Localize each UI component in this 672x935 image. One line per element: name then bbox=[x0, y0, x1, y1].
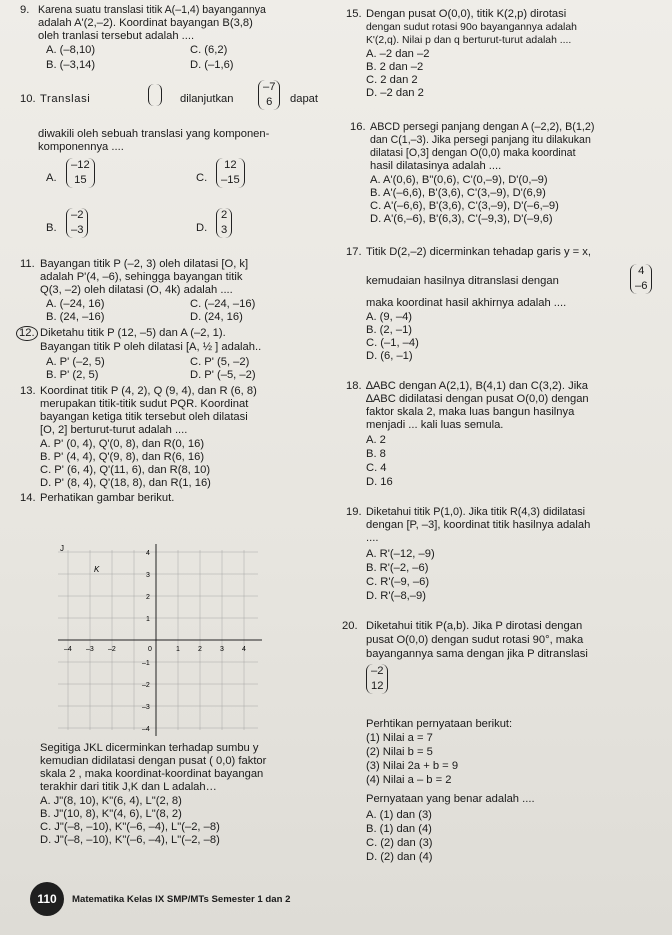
q16-line1: ABCD persegi panjang dengan A (–2,2), B(1,2) bbox=[370, 121, 595, 133]
graph-label-j: J bbox=[60, 544, 64, 553]
q10-number: 10. bbox=[20, 93, 36, 105]
q12-line2: Bayangan titik P oleh dilatasi [A, ½ ] adalah.. bbox=[40, 341, 262, 353]
q10-b-top: –2 bbox=[71, 209, 84, 221]
x-tick: –4 bbox=[64, 646, 72, 653]
x-tick: 3 bbox=[220, 646, 224, 653]
q10-vector bbox=[258, 80, 280, 110]
q10-c-bot: –15 bbox=[221, 174, 240, 186]
q11-option-b: B. (24, –16) bbox=[46, 311, 105, 323]
q14-option-a: A. J"(8, 10), K"(6, 4), L"(2, 8) bbox=[40, 795, 182, 807]
q14-option-b: B. J"(10, 8), K"(4, 6), L"(8, 2) bbox=[40, 808, 182, 820]
q9-option-d: D. (–1,6) bbox=[190, 59, 234, 71]
q10-line3: komponennya .... bbox=[38, 141, 124, 153]
q17-line3: maka koordinat hasil akhirnya adalah .... bbox=[366, 297, 567, 309]
q14-option-d: D. J"(–8, –10), K"(–6, –4), L"(–2, –8) bbox=[40, 834, 220, 846]
q18-option-c: C. 4 bbox=[366, 462, 387, 474]
q12-option-d: D. P' (–5, –2) bbox=[190, 369, 256, 381]
q14-line2: Segitiga JKL dicerminkan terhadap sumbu y bbox=[40, 742, 259, 754]
q20-option-c: C. (2) dan (3) bbox=[366, 837, 433, 849]
q20-statement-4: (4) Nilai a – b = 2 bbox=[366, 774, 452, 786]
q10-b-label: B. bbox=[46, 222, 57, 234]
q20-line4: Perhtikan pernyataan berikut: bbox=[366, 718, 513, 730]
x-tick: –3 bbox=[86, 646, 94, 653]
q18-option-d: D. 16 bbox=[366, 476, 393, 488]
q10-vec-top: –7 bbox=[263, 81, 276, 93]
q14-line5: terakhir dari titik J,K dan L adalah… bbox=[40, 781, 217, 793]
q16-line4: hasil dilatasinya adalah .... bbox=[370, 160, 502, 172]
x-tick: 0 bbox=[148, 646, 152, 653]
graph-x-tick-labels bbox=[64, 646, 246, 653]
q17-option-c: C. (–1, –4) bbox=[366, 337, 419, 349]
q16-option-a: A. A'(0,6), B"(0,6), C'(0,–9), D'(0,–9) bbox=[370, 174, 548, 186]
q10-a-vector bbox=[66, 158, 95, 188]
q11-option-a: A. (–24, 16) bbox=[46, 298, 105, 310]
q10-d-vector bbox=[216, 208, 232, 238]
q19-line1: Diketahui titik P(1,0). Jika titik R(4,3) didilatasi bbox=[366, 506, 586, 518]
y-tick: –4 bbox=[142, 726, 150, 733]
q18-option-b: B. 8 bbox=[366, 448, 386, 460]
q14-number: 14. bbox=[20, 492, 36, 504]
q20-vector bbox=[366, 664, 388, 694]
y-tick: –1 bbox=[142, 660, 150, 667]
q14-line1: Perhatikan gambar berikut. bbox=[40, 492, 175, 504]
q13-option-c: C. P' (6, 4), Q'(11, 6), dan R(8, 10) bbox=[40, 464, 211, 476]
y-tick: –3 bbox=[142, 704, 150, 711]
q13-line2: merupakan titik-titik sudut PQR. Koordinat bbox=[40, 398, 249, 410]
q19-line3: .... bbox=[366, 532, 379, 544]
x-tick: 4 bbox=[242, 646, 246, 653]
q20-line1: Diketahui titik P(a,b). Jika P dirotasi dengan bbox=[366, 620, 583, 632]
footer-text: Matematika Kelas IX SMP/MTs Semester 1 dan 2 bbox=[72, 894, 291, 905]
q10-d-label: D. bbox=[196, 222, 208, 234]
q10-line2: diwakili oleh sebuah translasi yang komponen- bbox=[38, 128, 270, 140]
q15-option-d: D. –2 dan 2 bbox=[366, 87, 424, 99]
q16-line3: dilatasi [O,3] dengan O(0,0) maka koordinat bbox=[370, 147, 576, 159]
q16-option-c: C. A'(–6,6), B'(3,6), C'(3,–9), D'(–6,–9) bbox=[370, 200, 559, 212]
q20-statement-3: (3) Nilai 2a + b = 9 bbox=[366, 760, 459, 772]
q10-c-label: C. bbox=[196, 172, 208, 184]
q10-post: dapat bbox=[290, 93, 318, 105]
q19-option-b: B. R'(–2, –6) bbox=[366, 562, 429, 574]
q18-line3: faktor skala 2, maka luas bangun hasilnya bbox=[366, 406, 575, 418]
graph-label-k: K bbox=[94, 565, 100, 574]
q19-option-c: C. R'(–9, –6) bbox=[366, 576, 430, 588]
y-tick: 4 bbox=[146, 550, 150, 557]
q11-line1: Bayangan titik P (–2, 3) oleh dilatasi [O, k] bbox=[40, 258, 249, 270]
y-tick: 1 bbox=[146, 616, 150, 623]
q10-b-bot: –3 bbox=[71, 224, 84, 236]
q13-line1: Koordinat titik P (4, 2), Q (9, 4), dan R (6, 8) bbox=[40, 385, 257, 397]
q11-line2: adalah P'(4, –6), sehingga bayangan titik bbox=[40, 271, 243, 283]
q13-number: 13. bbox=[20, 385, 36, 397]
q11-option-c: C. (–24, –16) bbox=[190, 298, 256, 310]
q17-vector bbox=[630, 264, 652, 294]
q17-option-a: A. (9, –4) bbox=[366, 311, 413, 323]
q18-line2: ∆ABC didilatasi dengan pusat O(0,0) dengan bbox=[366, 393, 589, 405]
q17-line2: kemudaian hasilnya ditranslasi dengan bbox=[366, 275, 559, 287]
q15-option-b: B. 2 dan –2 bbox=[366, 61, 424, 73]
q9-line2: adalah A'(2,–2). Koordinat bayangan B(3,8) bbox=[38, 17, 253, 29]
q20-option-d: D. (2) dan (4) bbox=[366, 851, 433, 863]
q19-line2: dengan [P, –3], koordinat titik hasilnya adalah bbox=[366, 519, 591, 531]
q9-number: 9. bbox=[20, 4, 30, 16]
q16-option-b: B. A'(–6,6), B'(3,6), C'(3,–9), D'(6,9) bbox=[370, 187, 546, 199]
q12-option-b: B. P' (2, 5) bbox=[46, 369, 99, 381]
q12-number-circled: 12. bbox=[16, 326, 38, 341]
q10-b-vector bbox=[66, 208, 88, 238]
q15-number: 15. bbox=[346, 8, 362, 20]
q17-vec-top: 4 bbox=[638, 265, 645, 277]
q10-d-bot: 3 bbox=[221, 224, 228, 236]
q19-option-a: A. R'(–12, –9) bbox=[366, 548, 435, 560]
q9-option-b: B. (–3,14) bbox=[46, 59, 96, 71]
q16-number: 16. bbox=[350, 121, 366, 133]
q20-line3: bayangannya sama dengan jika P ditranslasi bbox=[366, 648, 588, 660]
q15-line1: Dengan pusat O(0,0), titik K(2,p) dirotasi bbox=[366, 8, 567, 20]
q14-coordinate-graph bbox=[58, 540, 264, 740]
q9-option-c: C. (6,2) bbox=[190, 44, 228, 56]
q15-option-c: C. 2 dan 2 bbox=[366, 74, 418, 86]
q20-option-b: B. (1) dan (4) bbox=[366, 823, 432, 835]
q12-option-a: A. P' (–2, 5) bbox=[46, 356, 105, 368]
q15-option-a: A. –2 dan –2 bbox=[366, 48, 430, 60]
q10-empty-vector bbox=[148, 84, 162, 106]
q16-line2: dan C(1,–3). Jika persegi panjang itu dilakukan bbox=[370, 134, 591, 146]
right-column bbox=[336, 0, 672, 935]
q10-c-top: 12 bbox=[224, 159, 237, 171]
q12-option-c: C. P' (5, –2) bbox=[190, 356, 250, 368]
q15-line3: K'(2,q). Nilai p dan q berturut-turut adalah .... bbox=[366, 35, 572, 46]
q10-d-top: 2 bbox=[221, 209, 228, 221]
graph-y-tick-labels bbox=[142, 550, 150, 733]
q12-number bbox=[16, 326, 38, 341]
q13-option-b: B. P' (4, 4), Q'(9, 8), dan R(6, 16) bbox=[40, 451, 205, 463]
q10-c-vector bbox=[216, 158, 245, 188]
q19-number: 19. bbox=[346, 506, 362, 518]
q17-line1: Titik D(2,–2) dicerminkan tehadap garis y = x, bbox=[366, 246, 591, 258]
q20-vec-bot: 12 bbox=[371, 680, 384, 692]
q15-line2: dengan sudut rotasi 90o bayangannya adalah bbox=[366, 22, 577, 33]
x-tick: 2 bbox=[198, 646, 202, 653]
q20-line2: pusat O(0,0) dengan sudut rotasi 90°, maka bbox=[366, 634, 584, 646]
x-tick: –2 bbox=[108, 646, 116, 653]
q13-option-a: A. P' (0, 4), Q'(0, 8), dan R(0, 16) bbox=[40, 438, 205, 450]
q14-line4: skala 2 , maka koordinat-koordinat bayangan bbox=[40, 768, 264, 780]
q20-vec-top: –2 bbox=[371, 665, 384, 677]
q11-option-d: D. (24, 16) bbox=[190, 311, 243, 323]
q18-option-a: A. 2 bbox=[366, 434, 386, 446]
q17-option-b: B. (2, –1) bbox=[366, 324, 413, 336]
x-tick: 1 bbox=[176, 646, 180, 653]
q20-statement-2: (2) Nilai b = 5 bbox=[366, 746, 433, 758]
y-tick: 3 bbox=[146, 572, 150, 579]
q12-line1: Diketahu titik P (12, –5) dan A (–2, 1). bbox=[40, 327, 226, 339]
q13-line4: [O, 2] berturut-turut adalah .... bbox=[40, 424, 188, 436]
q20-statement-1: (1) Nilai a = 7 bbox=[366, 732, 433, 744]
y-tick: –2 bbox=[142, 682, 150, 689]
q18-number: 18. bbox=[346, 380, 362, 392]
q20-option-a: A. (1) dan (3) bbox=[366, 809, 432, 821]
q20-number: 20. bbox=[342, 620, 358, 632]
page-number-badge: 110 bbox=[30, 882, 64, 916]
q18-line4: menjadi ... kali luas semula. bbox=[366, 419, 504, 431]
q9-line3: oleh tranlasi tersebut adalah .... bbox=[38, 30, 195, 42]
q14-line3: kemudian didilatasi dengan pusat ( 0,0) faktor bbox=[40, 755, 267, 767]
q13-option-d: D. P' (8, 4), Q'(18, 8), dan R(1, 16) bbox=[40, 477, 211, 489]
q11-number: 11. bbox=[20, 258, 35, 270]
q13-line3: bayangan ketiga titik tersebut oleh dilatasi bbox=[40, 411, 248, 423]
q17-option-d: D. (6, –1) bbox=[366, 350, 413, 362]
q11-line3: Q(3, –2) oleh dilatasi (O, 4k) adalah .... bbox=[40, 284, 233, 296]
q14-option-c: C. J"(–8, –10), K"(–6, –4), L"(–2, –8) bbox=[40, 821, 220, 833]
q10-vec-bot: 6 bbox=[266, 96, 273, 108]
q17-vec-bot: –6 bbox=[635, 280, 648, 292]
q18-line1: ∆ABC dengan A(2,1), B(4,1) dan C(3,2). Jika bbox=[366, 380, 589, 392]
q10-mid: dilanjutkan bbox=[180, 93, 234, 105]
q9-line1: Karena suatu translasi titik A(–1,4) bayangannya bbox=[38, 4, 266, 16]
q10-a-bot: 15 bbox=[74, 174, 87, 186]
q10-a-label: A. bbox=[46, 172, 57, 184]
q19-option-d: D. R'(–8,–9) bbox=[366, 590, 426, 602]
q16-option-d: D. A'(6,–6), B'(6,3), C'(–9,3), D'(–9,6) bbox=[370, 213, 553, 225]
q10-a-top: –12 bbox=[71, 159, 90, 171]
q17-number: 17. bbox=[346, 246, 362, 258]
q10-pre: Translasi bbox=[40, 93, 91, 105]
q20-line5: Pernyataan yang benar adalah .... bbox=[366, 793, 535, 805]
y-tick: 2 bbox=[146, 594, 150, 601]
q9-option-a: A. (–8,10) bbox=[46, 44, 96, 56]
